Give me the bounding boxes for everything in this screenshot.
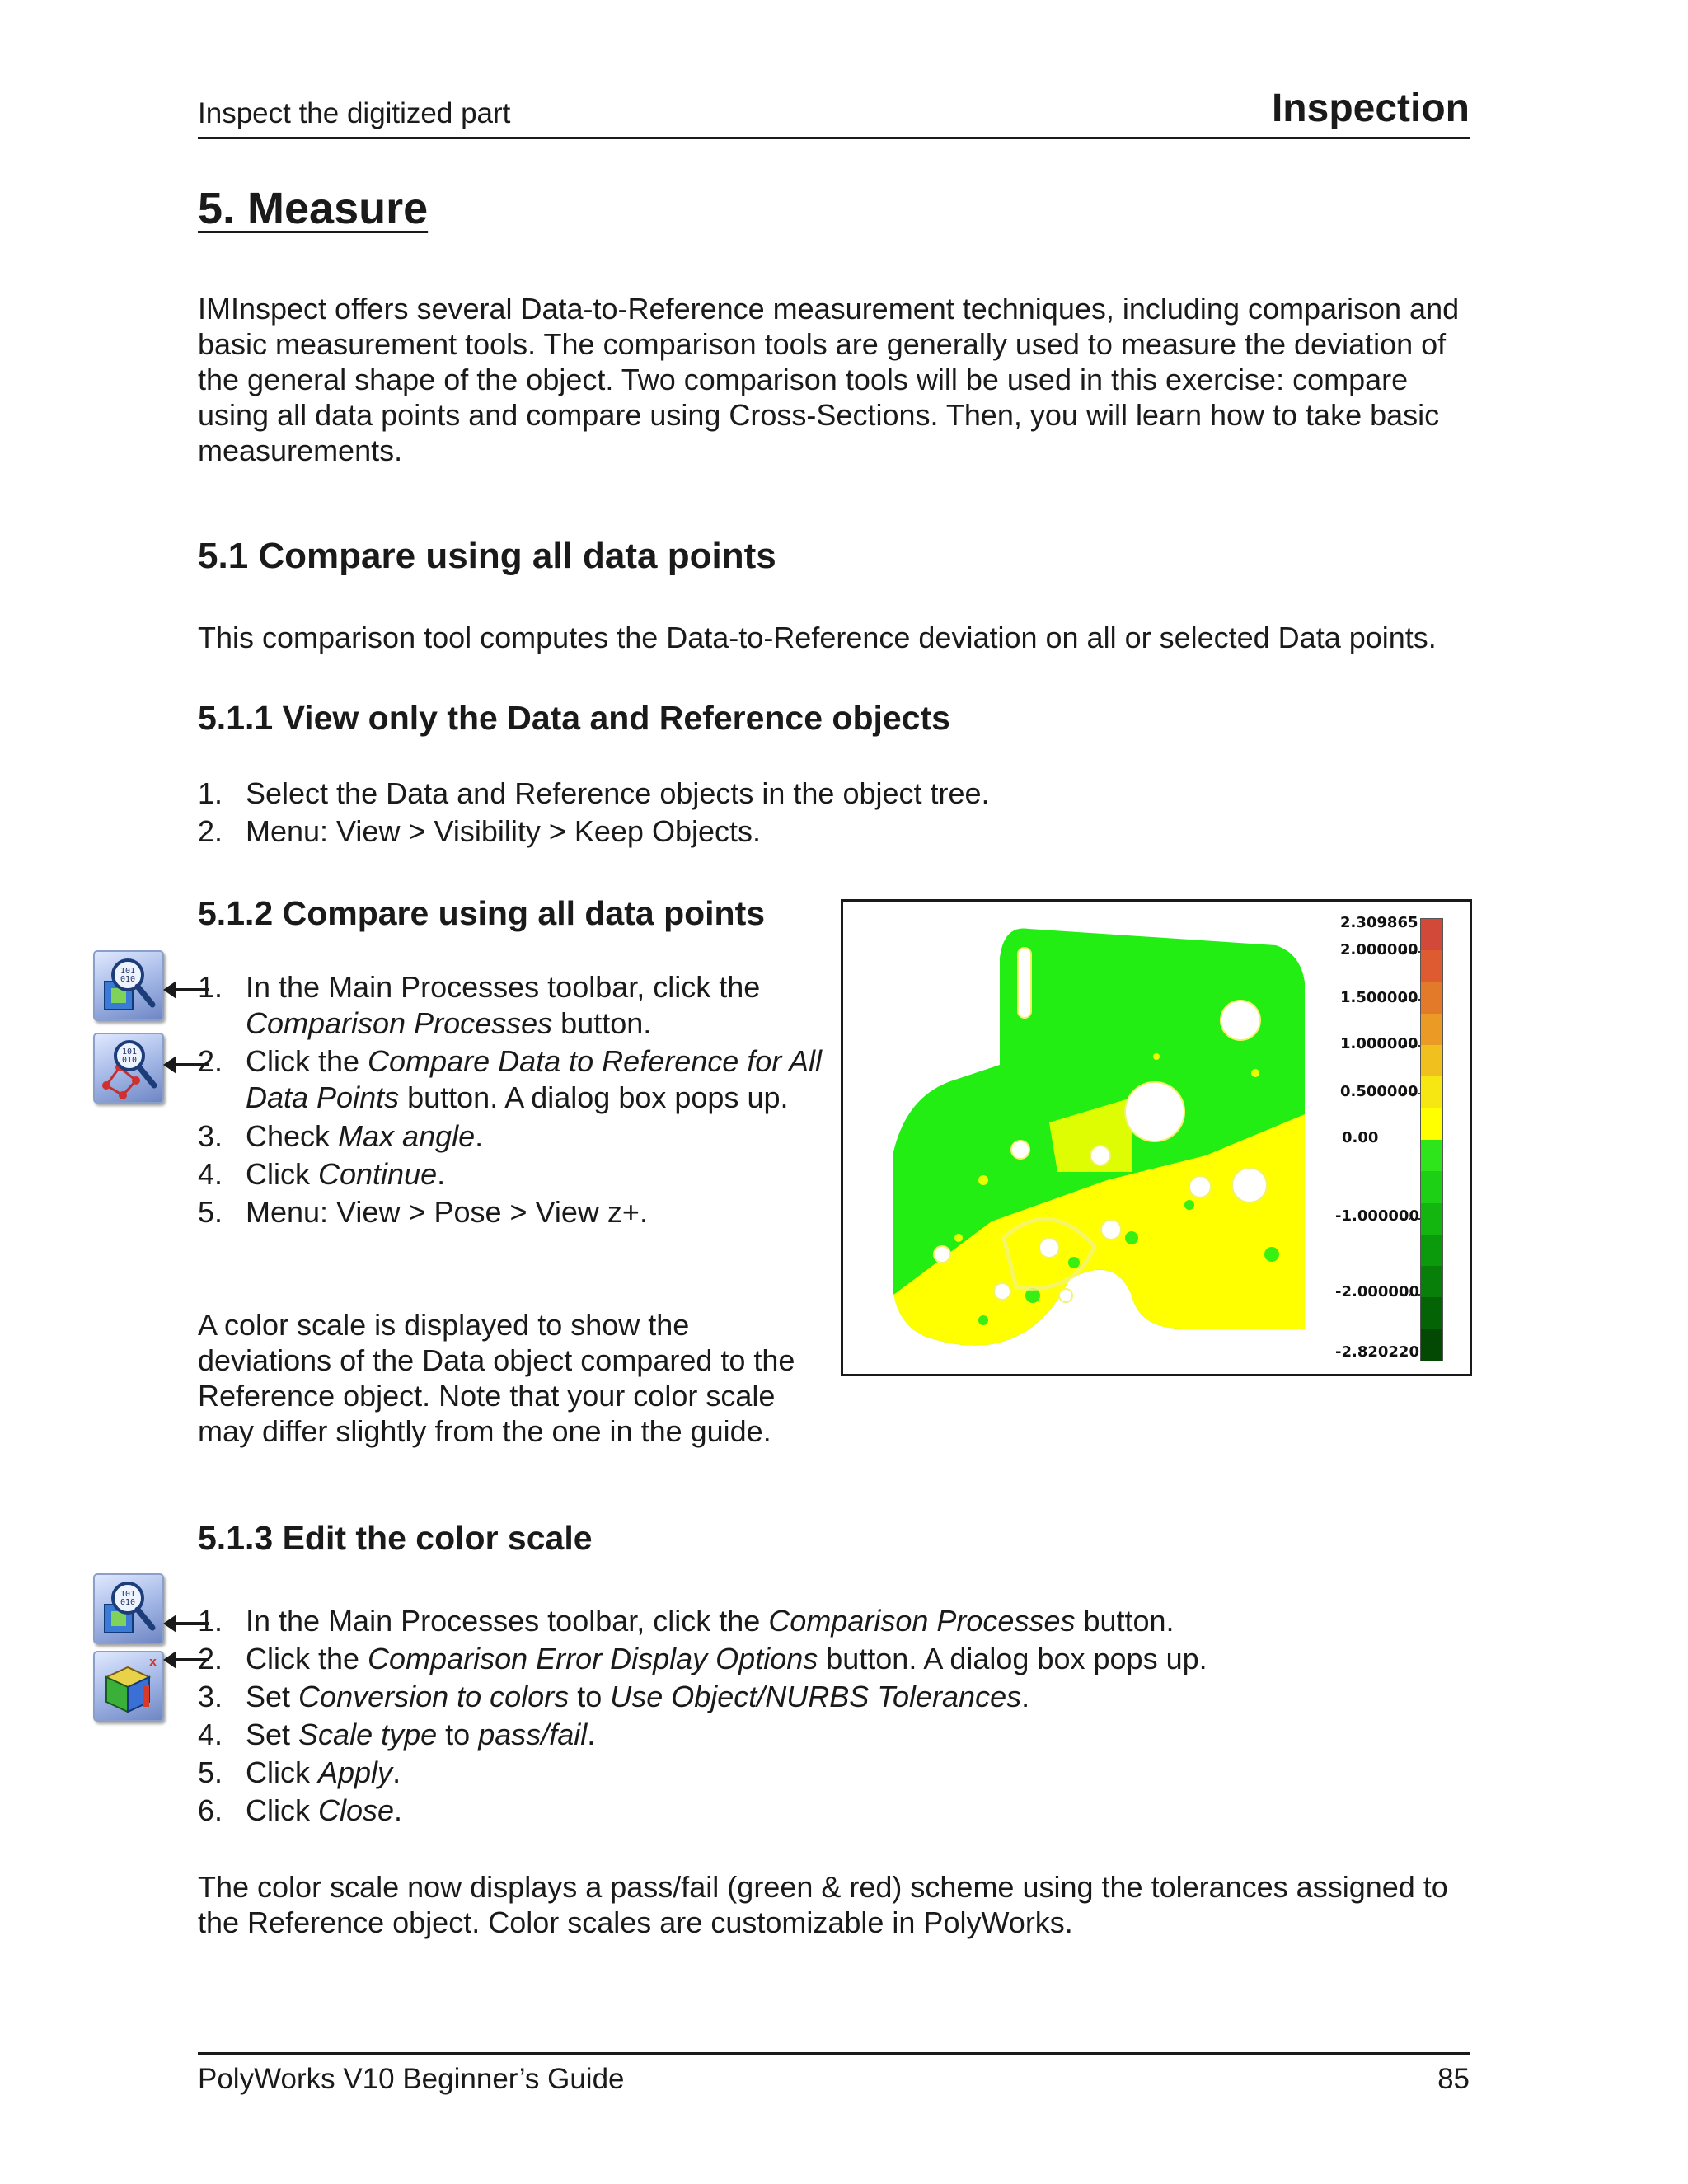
color-scale-note: A color scale is displayed to show the deviations of the Data object compared to the Reference object. Note that your color scale may differ slightly from the one in the guide. bbox=[198, 1308, 795, 1448]
comparison-processes-icon bbox=[93, 1573, 164, 1644]
scale-label: 1.500000 bbox=[1340, 989, 1418, 1006]
subsection-title-5-1: 5.1 Compare using all data points bbox=[198, 536, 776, 576]
header-rule bbox=[198, 137, 1470, 139]
subsection-title-5-1-1: 5.1.1 View only the Data and Reference objects bbox=[198, 699, 950, 737]
scale-label: 2.309865 bbox=[1340, 914, 1418, 931]
list-item: 1. In the Main Processes toolbar, click the Comparison Processes button. bbox=[198, 1604, 1175, 1638]
list-item: 2. Click the Compare Data to Reference for All Data Points button. A dialog box pops up. bbox=[198, 1044, 822, 1114]
svg-text:010: 010 bbox=[120, 1598, 136, 1607]
list-item: 3. Set Conversion to colors to Use Object/NURBS Tolerances. bbox=[198, 1680, 1030, 1713]
color-scale-segment bbox=[1421, 1203, 1442, 1235]
running-header-left: Inspect the digitized part bbox=[198, 97, 511, 129]
list-item: 1. In the Main Processes toolbar, click the Comparison Processes button. bbox=[198, 970, 761, 1040]
color-scale-segment bbox=[1421, 919, 1442, 950]
footer-title: PolyWorks V10 Beginner’s Guide bbox=[198, 2063, 625, 2095]
running-header-right: Inspection bbox=[1271, 87, 1470, 130]
pass-fail-note: The color scale now displays a pass/fail (green & red) scheme using the tolerances assigned to the Reference object. Color scales are customizable in PolyWorks. bbox=[198, 1870, 1448, 1939]
list-item: 5. Menu: View > Pose > View z+. bbox=[198, 1195, 648, 1229]
scale-label: 1.000000 bbox=[1340, 1035, 1418, 1052]
svg-text:010: 010 bbox=[121, 1056, 138, 1065]
color-scale-segment bbox=[1421, 1140, 1442, 1171]
list-item: 3. Check Max angle. bbox=[198, 1119, 484, 1153]
scale-label: -1.000000 bbox=[1335, 1207, 1419, 1225]
list-item: 1. Select the Data and Reference objects in the object tree. bbox=[198, 776, 990, 810]
deviation-color-map-figure bbox=[841, 899, 1472, 1376]
subsection-title-5-1-3: 5.1.3 Edit the color scale bbox=[198, 1519, 593, 1557]
scale-label: 0.00 bbox=[1342, 1129, 1379, 1146]
scale-label: 2.000000 bbox=[1340, 941, 1418, 958]
list-item: 5. Click Apply. bbox=[198, 1755, 401, 1789]
color-scale-segment bbox=[1421, 1297, 1442, 1329]
color-scale-segment bbox=[1421, 1045, 1442, 1076]
color-scale-segment bbox=[1421, 1266, 1442, 1297]
color-scale-segment bbox=[1421, 1014, 1442, 1045]
subsection-5-1-text: This comparison tool computes the Data-to-Reference deviation on all or selected Data points. bbox=[198, 621, 1437, 654]
color-scale-segment bbox=[1421, 1171, 1442, 1202]
svg-text:101: 101 bbox=[120, 967, 136, 976]
list-item: 2. Menu: View > Visibility > Keep Objects. bbox=[198, 814, 761, 848]
comparison-processes-icon bbox=[93, 950, 164, 1021]
color-scale-segment bbox=[1421, 1329, 1442, 1361]
color-scale-segment bbox=[1421, 1076, 1442, 1108]
svg-text:101: 101 bbox=[120, 1590, 136, 1599]
footer-rule bbox=[198, 2052, 1470, 2055]
part-deviation-map bbox=[860, 908, 1354, 1370]
scale-label: -2.000000 bbox=[1335, 1283, 1419, 1301]
list-item: 2. Click the Comparison Error Display Options button. A dialog box pops up. bbox=[198, 1642, 1207, 1675]
color-scale-segment bbox=[1421, 1108, 1442, 1140]
scale-label: -2.820220 bbox=[1335, 1343, 1419, 1361]
intro-paragraph: IMInspect offers several Data-to-Reference measurement techniques, including comparison and basic measurement tools. The comparison tools are generally used to measure the deviation of the general shape of the object. Two comparison tools will be used in this exercise: compare using all data points and compare using Cross-Sections. Then, you will learn how to take basic measurements. bbox=[198, 292, 1460, 467]
color-scale-segment bbox=[1421, 1235, 1442, 1266]
list-item: 4. Click Continue. bbox=[198, 1157, 446, 1191]
svg-text:x: x bbox=[149, 1656, 157, 1669]
list-item: 4. Set Scale type to pass/fail. bbox=[198, 1718, 596, 1751]
color-scale-bar bbox=[1420, 918, 1443, 1361]
color-scale-segment bbox=[1421, 982, 1442, 1014]
color-scale-segment bbox=[1421, 950, 1442, 982]
steps-5-1-3 bbox=[198, 1602, 1471, 1830]
list-item: 6. Click Close. bbox=[198, 1793, 403, 1827]
svg-text:101: 101 bbox=[121, 1047, 138, 1057]
compare-data-to-reference-icon bbox=[93, 1033, 164, 1104]
subsection-title-5-1-2: 5.1.2 Compare using all data points bbox=[198, 894, 766, 932]
steps-5-1-2 bbox=[198, 969, 824, 1231]
steps-5-1-1 bbox=[198, 775, 1471, 851]
scale-label: 0.500000 bbox=[1340, 1083, 1418, 1100]
svg-text:010: 010 bbox=[120, 975, 136, 984]
section-title: 5. Measure bbox=[198, 184, 429, 233]
comparison-error-display-options-icon bbox=[93, 1651, 164, 1722]
page-number: 85 bbox=[1437, 2063, 1470, 2095]
